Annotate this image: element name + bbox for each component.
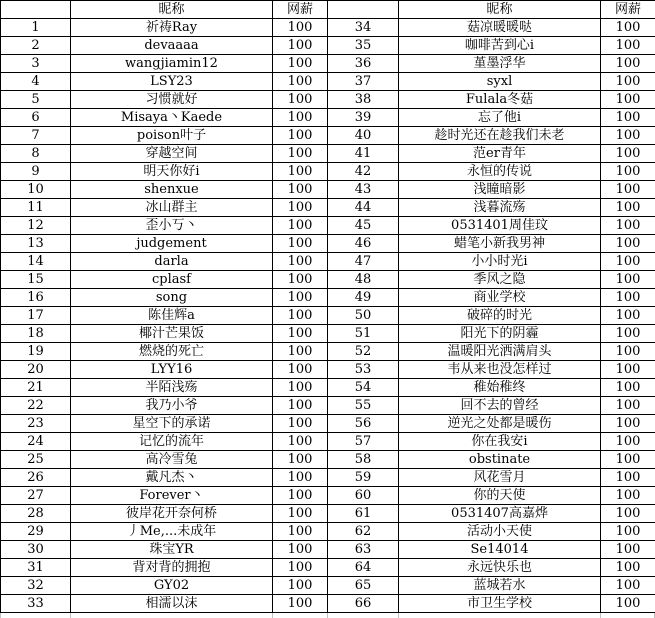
nickname-cell[interactable]: 穿越空间 <box>71 145 273 163</box>
rank-cell[interactable]: 48 <box>328 271 399 289</box>
nickname-cell[interactable]: 永恒的传说 <box>399 163 601 181</box>
rank-cell[interactable]: 66 <box>328 595 399 613</box>
rank-cell[interactable]: 33 <box>1 595 71 613</box>
nickname-cell[interactable]: 0531401周佳玟 <box>399 217 601 235</box>
rank-cell[interactable]: 8 <box>1 145 71 163</box>
salary-cell[interactable]: 100 <box>601 487 655 505</box>
nickname-cell[interactable]: darla <box>71 253 273 271</box>
nickname-cell[interactable]: 习惯就好 <box>71 91 273 109</box>
nickname-cell[interactable]: 丿Me,...未成年 <box>71 523 273 541</box>
nickname-cell[interactable]: syxl <box>399 73 601 91</box>
rank-cell[interactable]: 45 <box>328 217 399 235</box>
nickname-cell[interactable]: 市卫生学校 <box>399 595 601 613</box>
nickname-cell[interactable]: 小小时光i <box>399 253 601 271</box>
rank-cell[interactable]: 49 <box>328 289 399 307</box>
table-row <box>1 379 655 397</box>
salary-cell[interactable]: 100 <box>601 379 655 397</box>
rank-cell[interactable]: 53 <box>328 361 399 379</box>
nickname-cell[interactable]: 韦从来也没怎样过 <box>399 361 601 379</box>
salary-cell[interactable]: 100 <box>273 145 328 163</box>
salary-cell[interactable]: 100 <box>273 289 328 307</box>
table-row <box>1 235 655 253</box>
nickname-cell[interactable]: 蓝城若水 <box>399 577 601 595</box>
rank-cell[interactable]: 55 <box>328 397 399 415</box>
salary-cell[interactable]: 100 <box>601 433 655 451</box>
nickname-cell[interactable]: Se14014 <box>399 541 601 559</box>
nickname-cell[interactable]: 陈佳辉a <box>71 307 273 325</box>
nickname-cell[interactable]: 彼岸花开奈何桥 <box>71 505 273 523</box>
nickname-cell[interactable]: 咖啡苦到心i <box>399 37 601 55</box>
rank-cell[interactable]: 19 <box>1 343 71 361</box>
nickname-cell[interactable]: 浅瞳暗影 <box>399 181 601 199</box>
salary-cell[interactable]: 100 <box>273 253 328 271</box>
table-row <box>1 271 655 289</box>
rank-cell[interactable]: 24 <box>1 433 71 451</box>
rank-cell[interactable]: 31 <box>1 559 71 577</box>
salary-cell[interactable]: 100 <box>601 181 655 199</box>
nickname-cell[interactable]: 星空下的承诺 <box>71 415 273 433</box>
rank-cell[interactable]: 10 <box>1 181 71 199</box>
rank-cell[interactable]: 2 <box>1 37 71 55</box>
salary-cell[interactable]: 100 <box>601 343 655 361</box>
nickname-cell[interactable]: 我乃小爷 <box>71 397 273 415</box>
nickname-cell[interactable]: cplasf <box>71 271 273 289</box>
table-row <box>1 433 655 451</box>
nickname-cell[interactable]: Forever丶 <box>71 487 273 505</box>
table-row <box>1 19 655 37</box>
salary-cell[interactable]: 100 <box>601 505 655 523</box>
rank-cell[interactable]: 52 <box>328 343 399 361</box>
table-row <box>1 577 655 595</box>
rank-cell[interactable]: 64 <box>328 559 399 577</box>
nickname-cell[interactable]: song <box>71 289 273 307</box>
rank-cell[interactable]: 54 <box>328 379 399 397</box>
salary-cell[interactable]: 100 <box>273 595 328 613</box>
rank-cell[interactable]: 47 <box>328 253 399 271</box>
rank-cell[interactable]: 60 <box>328 487 399 505</box>
table-row <box>1 541 655 559</box>
nickname-cell[interactable]: 椰汁芒果饭 <box>71 325 273 343</box>
salary-cell[interactable]: 100 <box>273 433 328 451</box>
salary-header-right[interactable]: 网薪 <box>601 1 655 19</box>
salary-cell[interactable]: 100 <box>601 109 655 127</box>
nickname-cell[interactable]: 0531407高嘉烨 <box>399 505 601 523</box>
rank-cell[interactable]: 63 <box>328 541 399 559</box>
rank-cell[interactable]: 12 <box>1 217 71 235</box>
salary-cell[interactable]: 100 <box>273 19 328 37</box>
salary-cell[interactable]: 100 <box>273 487 328 505</box>
nickname-cell[interactable]: 珠宝YR <box>71 541 273 559</box>
table-row <box>1 505 655 523</box>
nickname-cell[interactable]: 你在我安i <box>399 433 601 451</box>
salary-cell[interactable]: 100 <box>601 55 655 73</box>
salary-cell[interactable]: 100 <box>601 91 655 109</box>
nickname-cell[interactable]: obstinate <box>399 451 601 469</box>
salary-cell[interactable]: 100 <box>601 289 655 307</box>
rank-cell[interactable]: 62 <box>328 523 399 541</box>
rank-cell[interactable]: 5 <box>1 91 71 109</box>
salary-cell[interactable]: 100 <box>601 595 655 613</box>
salary-cell[interactable]: 100 <box>273 163 328 181</box>
rank-cell[interactable]: 34 <box>328 19 399 37</box>
nickname-cell[interactable]: 歪小丂丶 <box>71 217 273 235</box>
nickname-cell[interactable]: 蜡笔小新我男神 <box>399 235 601 253</box>
rank-cell[interactable]: 51 <box>328 325 399 343</box>
salary-cell[interactable]: 100 <box>273 469 328 487</box>
rank-cell[interactable]: 6 <box>1 109 71 127</box>
nickname-header-right[interactable]: 昵称 <box>399 1 601 19</box>
salary-cell[interactable]: 100 <box>601 253 655 271</box>
table-row <box>1 523 655 541</box>
table-row <box>1 37 655 55</box>
nickname-cell[interactable]: 永远快乐也 <box>399 559 601 577</box>
salary-cell[interactable]: 100 <box>601 361 655 379</box>
nickname-cell[interactable]: 忘了他i <box>399 109 601 127</box>
rank-cell[interactable]: 46 <box>328 235 399 253</box>
table-row <box>1 343 655 361</box>
salary-cell[interactable]: 100 <box>273 343 328 361</box>
rank-cell[interactable]: 36 <box>328 55 399 73</box>
table-row <box>1 289 655 307</box>
table-row <box>1 91 655 109</box>
nickname-cell[interactable]: devaaaa <box>71 37 273 55</box>
salary-cell[interactable]: 100 <box>601 325 655 343</box>
salary-cell[interactable]: 100 <box>601 199 655 217</box>
salary-cell[interactable]: 100 <box>601 19 655 37</box>
salary-cell[interactable]: 100 <box>601 217 655 235</box>
table-row <box>1 55 655 73</box>
nickname-cell[interactable]: LSY23 <box>71 73 273 91</box>
rank-cell[interactable]: 21 <box>1 379 71 397</box>
salary-cell[interactable]: 100 <box>273 307 328 325</box>
nickname-cell[interactable]: 半陌浅殇 <box>71 379 273 397</box>
table-row <box>1 559 655 577</box>
salary-cell[interactable]: 100 <box>273 235 328 253</box>
index-header-left[interactable] <box>1 1 71 19</box>
salary-cell[interactable]: 100 <box>273 37 328 55</box>
salary-cell[interactable]: 100 <box>601 307 655 325</box>
salary-cell[interactable]: 100 <box>273 397 328 415</box>
rank-cell[interactable]: 38 <box>328 91 399 109</box>
table-row <box>1 415 655 433</box>
table-row <box>1 451 655 469</box>
salary-cell[interactable]: 100 <box>273 451 328 469</box>
salary-cell[interactable]: 100 <box>273 199 328 217</box>
rank-cell[interactable]: 9 <box>1 163 71 181</box>
rank-cell[interactable]: 65 <box>328 577 399 595</box>
salary-cell[interactable]: 100 <box>601 163 655 181</box>
rank-cell[interactable]: 37 <box>328 73 399 91</box>
table-row <box>1 145 655 163</box>
nickname-cell[interactable]: 商业学校 <box>399 289 601 307</box>
table-row <box>1 73 655 91</box>
salary-cell[interactable]: 100 <box>601 145 655 163</box>
rank-cell[interactable]: 15 <box>1 271 71 289</box>
nickname-cell[interactable]: 阳光下的阴霾 <box>399 325 601 343</box>
salary-cell[interactable]: 100 <box>273 541 328 559</box>
nickname-cell[interactable]: 回不去的曾经 <box>399 397 601 415</box>
rank-cell[interactable]: 23 <box>1 415 71 433</box>
index-header-right[interactable] <box>328 1 399 19</box>
rank-cell[interactable]: 40 <box>328 127 399 145</box>
rank-cell[interactable]: 39 <box>328 109 399 127</box>
salary-cell[interactable]: 100 <box>273 217 328 235</box>
nickname-cell[interactable]: 活动小天使 <box>399 523 601 541</box>
nickname-cell[interactable]: 浅暮流殇 <box>399 199 601 217</box>
table-row <box>1 253 655 271</box>
nickname-cell[interactable]: 稚始稚终 <box>399 379 601 397</box>
rank-cell[interactable]: 30 <box>1 541 71 559</box>
salary-cell[interactable]: 100 <box>273 271 328 289</box>
salary-cell[interactable]: 100 <box>273 325 328 343</box>
nickname-cell[interactable]: wangjiamin12 <box>71 55 273 73</box>
rank-cell[interactable]: 16 <box>1 289 71 307</box>
salary-cell[interactable]: 100 <box>273 109 328 127</box>
salary-cell[interactable]: 100 <box>601 559 655 577</box>
table-row <box>1 595 655 613</box>
nickname-cell[interactable]: 你的天使 <box>399 487 601 505</box>
table-row <box>1 109 655 127</box>
salary-cell[interactable]: 100 <box>601 37 655 55</box>
nickname-cell[interactable]: 破碎的时光 <box>399 307 601 325</box>
rank-cell[interactable]: 61 <box>328 505 399 523</box>
rank-cell[interactable]: 32 <box>1 577 71 595</box>
rank-cell[interactable]: 44 <box>328 199 399 217</box>
nickname-cell[interactable]: 背对背的拥抱 <box>71 559 273 577</box>
table-row <box>1 199 655 217</box>
table-row <box>1 127 655 145</box>
table-row <box>1 325 655 343</box>
salary-cell[interactable]: 100 <box>273 379 328 397</box>
salary-cell[interactable]: 100 <box>601 235 655 253</box>
rank-cell[interactable]: 57 <box>328 433 399 451</box>
rank-cell[interactable]: 7 <box>1 127 71 145</box>
rank-cell[interactable]: 29 <box>1 523 71 541</box>
nickname-cell[interactable]: 逆光之处都是暖伤 <box>399 415 601 433</box>
nickname-cell[interactable]: 趁时光还在趁我们未老 <box>399 127 601 145</box>
nickname-cell[interactable]: poison叶子 <box>71 127 273 145</box>
rank-cell[interactable]: 50 <box>328 307 399 325</box>
salary-cell[interactable]: 100 <box>601 397 655 415</box>
gridline-stubs <box>0 613 655 618</box>
rank-cell[interactable]: 43 <box>328 181 399 199</box>
table-row <box>1 397 655 415</box>
nickname-cell[interactable]: 温暖阳光洒满肩头 <box>399 343 601 361</box>
header-row <box>1 1 655 19</box>
nickname-header-left[interactable]: 昵称 <box>71 1 273 19</box>
salary-cell[interactable]: 100 <box>601 577 655 595</box>
salary-cell[interactable]: 100 <box>601 271 655 289</box>
nickname-cell[interactable]: 冰山群主 <box>71 199 273 217</box>
salary-cell[interactable]: 100 <box>273 361 328 379</box>
salary-cell[interactable]: 100 <box>601 451 655 469</box>
nickname-cell[interactable]: 堇墨浮华 <box>399 55 601 73</box>
rank-cell[interactable]: 20 <box>1 361 71 379</box>
salary-header-left[interactable]: 网薪 <box>273 1 328 19</box>
rank-cell[interactable]: 1 <box>1 19 71 37</box>
nickname-cell[interactable]: Fulala冬菇 <box>399 91 601 109</box>
nickname-cell[interactable]: LYY16 <box>71 361 273 379</box>
salary-cell[interactable]: 100 <box>601 127 655 145</box>
nickname-cell[interactable]: 记忆的流年 <box>71 433 273 451</box>
salary-cell[interactable]: 100 <box>601 73 655 91</box>
salary-cell[interactable]: 100 <box>273 523 328 541</box>
rank-cell[interactable]: 26 <box>1 469 71 487</box>
rank-cell[interactable]: 4 <box>1 73 71 91</box>
nickname-cell[interactable]: 相濡以沫 <box>71 595 273 613</box>
rank-cell[interactable]: 27 <box>1 487 71 505</box>
rank-cell[interactable]: 14 <box>1 253 71 271</box>
rank-cell[interactable]: 11 <box>1 199 71 217</box>
rank-cell[interactable]: 35 <box>328 37 399 55</box>
table-row <box>1 361 655 379</box>
rank-cell[interactable]: 22 <box>1 397 71 415</box>
nickname-cell[interactable]: 菇凉暖暖哒 <box>399 19 601 37</box>
nickname-cell[interactable]: 燃烧的死亡 <box>71 343 273 361</box>
rank-cell[interactable]: 3 <box>1 55 71 73</box>
salary-cell[interactable]: 100 <box>273 181 328 199</box>
nickname-cell[interactable]: judgement <box>71 235 273 253</box>
nickname-cell[interactable]: Misaya丶Kaede <box>71 109 273 127</box>
rank-cell[interactable]: 28 <box>1 505 71 523</box>
nickname-cell[interactable]: 范er青年 <box>399 145 601 163</box>
nickname-cell[interactable]: GY02 <box>71 577 273 595</box>
rank-cell[interactable]: 58 <box>328 451 399 469</box>
table-row <box>1 217 655 235</box>
nickname-cell[interactable]: shenxue <box>71 181 273 199</box>
rank-cell[interactable]: 18 <box>1 325 71 343</box>
salary-cell[interactable]: 100 <box>273 505 328 523</box>
salary-cell[interactable]: 100 <box>601 541 655 559</box>
table-row <box>1 163 655 181</box>
rank-cell[interactable]: 59 <box>328 469 399 487</box>
rank-cell[interactable]: 13 <box>1 235 71 253</box>
salary-cell[interactable]: 100 <box>273 559 328 577</box>
table-row <box>1 307 655 325</box>
salary-cell[interactable]: 100 <box>601 415 655 433</box>
rank-cell[interactable]: 56 <box>328 415 399 433</box>
nickname-cell[interactable]: 高冷雪兔 <box>71 451 273 469</box>
salary-cell[interactable]: 100 <box>273 73 328 91</box>
salary-cell[interactable]: 100 <box>273 55 328 73</box>
rank-cell[interactable]: 17 <box>1 307 71 325</box>
rank-cell[interactable]: 42 <box>328 163 399 181</box>
rank-cell[interactable]: 25 <box>1 451 71 469</box>
nickname-cell[interactable]: 明天你好i <box>71 163 273 181</box>
salary-cell[interactable]: 100 <box>273 415 328 433</box>
salary-cell[interactable]: 100 <box>601 469 655 487</box>
salary-cell[interactable]: 100 <box>273 127 328 145</box>
salary-cell[interactable]: 100 <box>273 91 328 109</box>
salary-cell[interactable]: 100 <box>273 577 328 595</box>
rank-cell[interactable]: 41 <box>328 145 399 163</box>
salary-cell[interactable]: 100 <box>601 523 655 541</box>
table-row <box>1 469 655 487</box>
nickname-cell[interactable]: 祈祷Ray <box>71 19 273 37</box>
nickname-cell[interactable]: 风花雪月 <box>399 469 601 487</box>
nickname-cell[interactable]: 季风之隐 <box>399 271 601 289</box>
table-row <box>1 487 655 505</box>
nickname-cell[interactable]: 戴凡杰丶 <box>71 469 273 487</box>
table-row <box>1 181 655 199</box>
